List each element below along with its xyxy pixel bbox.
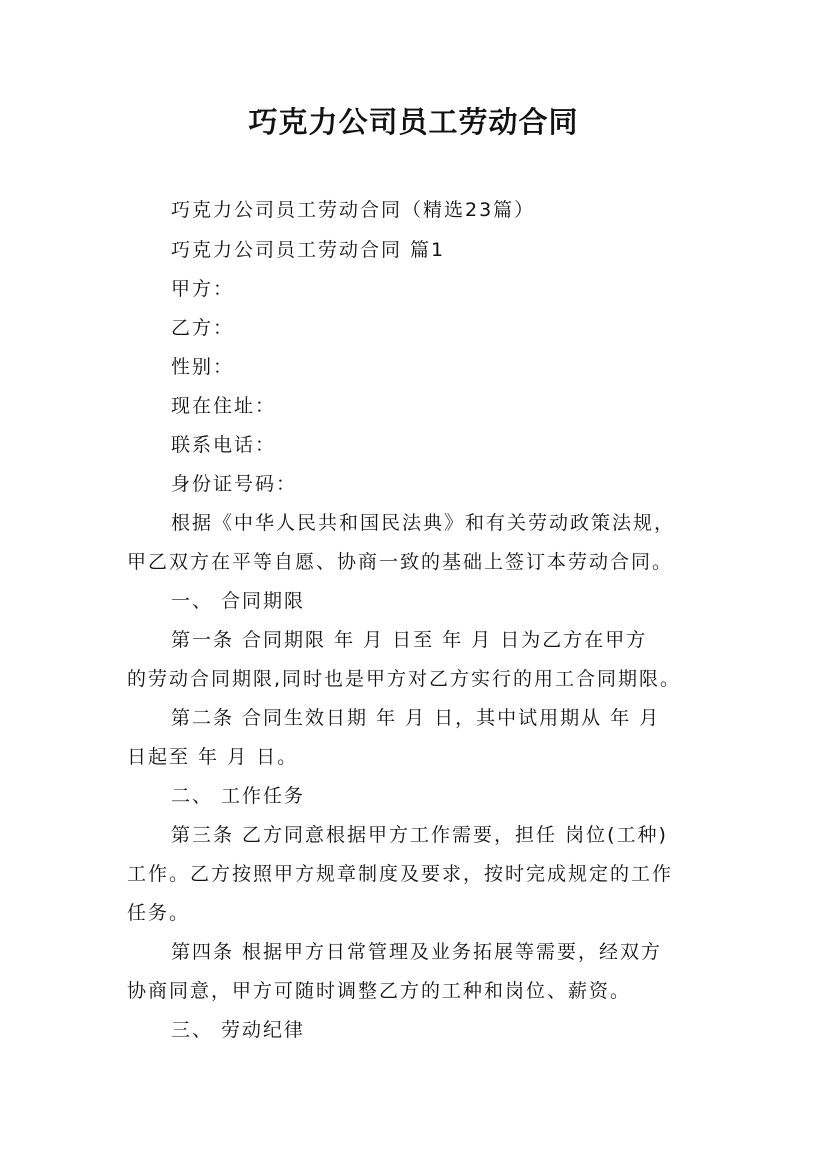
- paragraph-line: 第四条 根据甲方日常管理及业务拓展等需要，经双方: [171, 941, 663, 963]
- section-heading-line: 巧克力公司员工劳动合同 篇1: [171, 239, 446, 261]
- paragraph-line: 工作。乙方按照甲方规章制度及要求，按时完成规定的工作: [127, 863, 674, 885]
- paragraph-line: 日起至 年 月 日。: [127, 746, 299, 768]
- chapter-heading: 三、 劳动纪律: [171, 1019, 306, 1041]
- chapter-heading: 二、 工作任务: [171, 785, 306, 807]
- paragraph-line: 第二条 合同生效日期 年 月 日，其中试用期从 年 月: [171, 707, 661, 729]
- gender-line: 性别：: [171, 356, 235, 378]
- party-b-line: 乙方：: [171, 317, 235, 339]
- paragraph-line: 第三条 乙方同意根据甲方工作需要，担任 岗位(工种): [171, 824, 668, 846]
- document-title: 巧克力公司员工劳动合同: [248, 105, 579, 139]
- paragraph-line: 第一条 合同期限 年 月 日至 年 月 日为乙方在甲方: [171, 629, 648, 651]
- paragraph-line: 任务。: [127, 902, 191, 924]
- party-a-line: 甲方：: [171, 278, 235, 300]
- paragraph-line: 根据《中华人民共和国民法典》和有关劳动政策法规，: [171, 512, 676, 534]
- paragraph-line: 甲乙双方在平等自愿、协商一致的基础上签订本劳动合同。: [127, 551, 674, 573]
- subtitle-line: 巧克力公司员工劳动合同（精选23篇）: [171, 199, 536, 221]
- phone-line: 联系电话：: [171, 434, 277, 456]
- paragraph-line: 的劳动合同期限,同时也是甲方对乙方实行的用工合同期限。: [127, 668, 682, 690]
- chapter-heading: 一、 合同期限: [171, 590, 306, 612]
- address-line: 现在住址：: [171, 395, 277, 417]
- paragraph-line: 协商同意，甲方可随时调整乙方的工种和岗位、薪资。: [127, 980, 632, 1002]
- id-number-line: 身份证号码：: [171, 473, 298, 495]
